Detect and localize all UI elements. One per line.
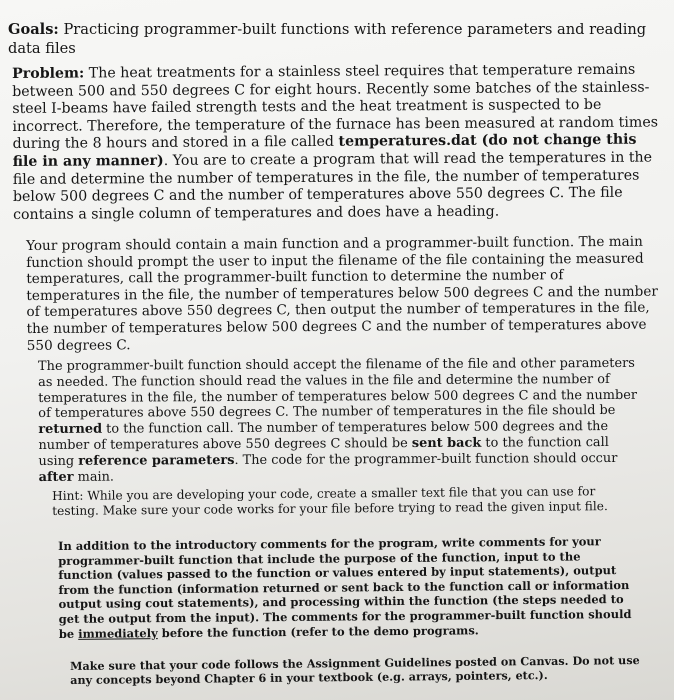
p3-text-a: The programmer-built function should accept the filename of the file and other parameters as needed. The function should read the values in the file and determine the number of temperatures in the file, the number of temperatures below 500 degrees C and the number of temperatures above 550 degrees C. The number of temperatures in the file should be [38,355,638,422]
goals-text: Practicing programmer-built functions with reference parameters and reading data files [8,21,647,57]
p3-text-e: main. [73,469,115,485]
hint-text: Hint: While you are developing your code, create a smaller text file that you can use for testing. Make sure your code works for your file before trying to read the given input file. [52,484,608,519]
problem-paragraph [12,61,665,224]
problem-text-b: . You are to create a program that will read the temperatures in the file and determine the number of temperatures in the file, the number of temperatures below 500 degrees C and the number of temperatures above 550 degrees C. The file contains a single column of temperatures and does have a heading. [12,149,653,223]
p3-text-b: to the function call. The number of temperatures below 500 degrees and the number of temperatures above 550 degrees C should be [38,419,609,453]
comments-immediately: immediately [78,625,158,641]
main-function-text: Your program should contain a main function and a programmer-built function. The main function should prompt the user to input the filename of the file containing the measured temperatures, call the programmer-built function to determine the number of temperatures in the file, the number of temperatures below 500 degrees C and the number of temperatures above 550 degrees C, then output the number of temperatures in the file, the number of temperatures below 500 degrees C and the number of temperatures above 550 degrees C. [26,233,658,354]
problem-text-a: The heat treatments for a stainless steel requires that temperature remains between 500 and 550 degrees C for eight hours. Recently some batches of the stainless-steel I-beams have failed strength tests and the heat treatment is suspected to be incorrect. Therefore, the temperature of the furnace has been measured at random times during the 8 hours and stored in a file called [12,61,659,153]
comments-text-a: In addition to the introductory comments for the program, write comments for your programmer-built function that include the purpose of the function, input to the function (values passed to the function or values entered by input statements), output from the function (information returned or sent back to the function call or information output using cout statements), and processing within the function (the steps needed to get the output from the input). The comments for the programmer-built function should be [58,534,632,641]
goals-label: Goals: [8,21,59,38]
comments-text-b: before the function (refer to the demo programs. [157,622,479,640]
comments-paragraph [58,534,639,641]
programmer-built-function-paragraph [38,356,639,486]
p3-sent-back: sent back [411,435,482,452]
guidelines-text: Make sure that your code follows the Assignment Guidelines posted on Canvas. Do not use any concepts beyond Chapter 6 in your textbook (e.g. arrays, pointers, etc.). [70,653,640,688]
p3-text-c: to the function call using [38,434,609,469]
p3-reference-parameters: reference parameters [78,452,235,469]
main-function-paragraph [26,234,659,355]
p3-text-d: . The code for the programmer-built function should occur [234,450,618,468]
p3-returned: returned [38,421,103,438]
hint-paragraph [52,484,642,520]
guidelines-paragraph [70,653,650,687]
problem-label: Problem: [12,65,85,82]
problem-filename: temperatures.dat [338,133,477,151]
goals-line [8,20,668,58]
problem-no-change: (do not change this file in any manner) [12,132,637,170]
p3-after: after [38,469,74,485]
